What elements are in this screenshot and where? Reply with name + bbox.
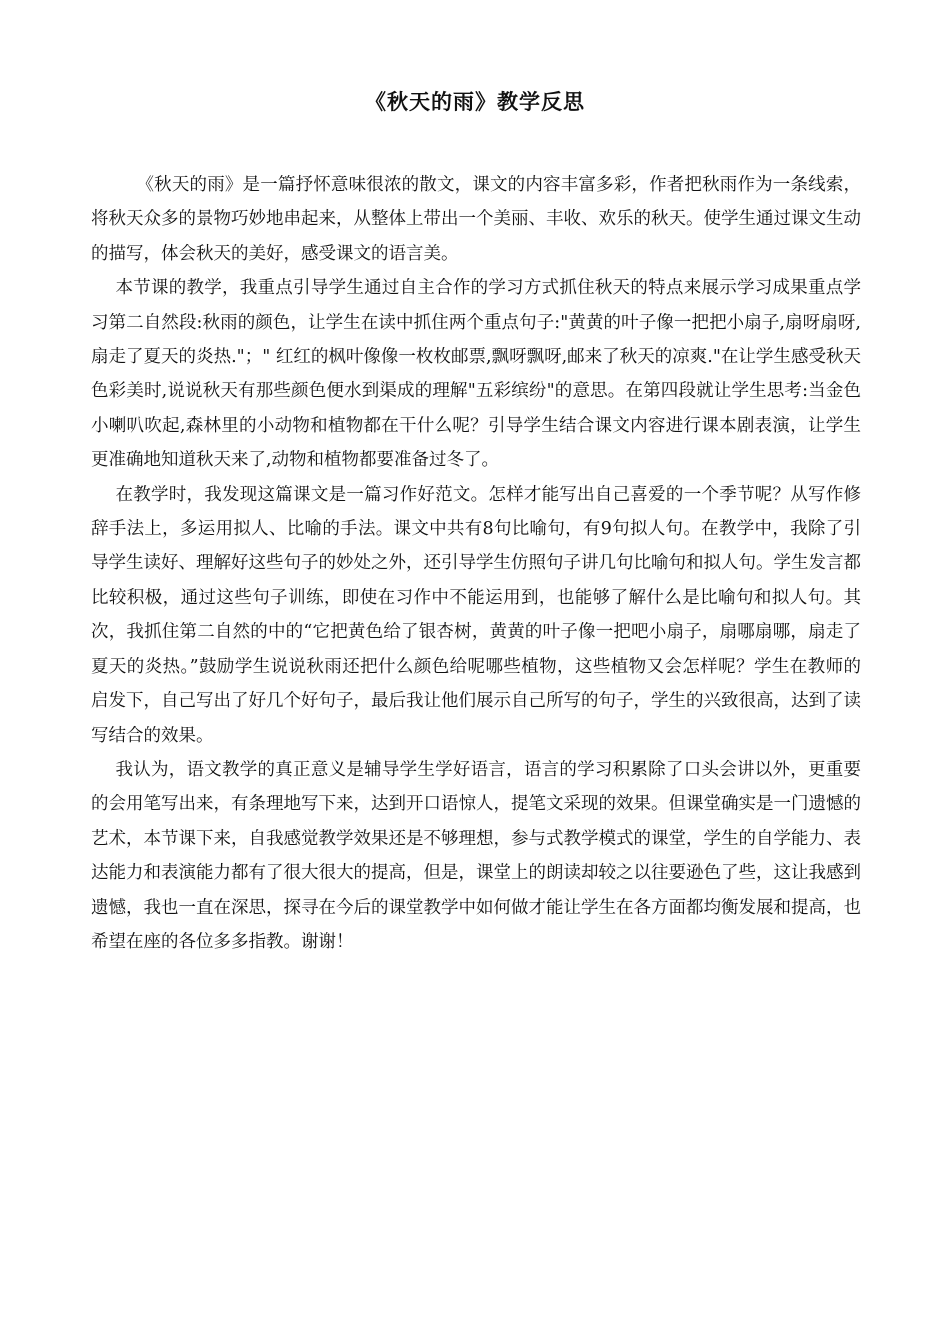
paragraph-writing-practice: 在教学时，我发现这篇课文是一篇习作好范文。怎样才能写出自己喜爱的一个季节呢？从写作修辞手法上，多运用拟人、比喻的手法。课文中共有8句比喻句，有9句拟人句。在教学中，我除了引导学生读好、理解好这些句子的妙处之外，还引导学生仿照句子讲几句比喻句和拟人句。学生发言都比较积极，通过这些句子训练，即使在习作中不能运用到，也能够了解什么是比喻句和拟人句。其次，我抓住第二自然的中的“它把黄色给了银杏树，黄黄的叶子像一把吧小扇子，扇哪扇哪，扇走了夏天的炎热。”鼓励学生说说秋雨还把什么颜色给呢哪些植物，这些植物又会怎样呢？学生在教师的启发下，自己写出了好几个好句子，最后我让他们展示自己所写的句子，学生的兴致很高，达到了读写结合的效果。: [91, 484, 861, 746]
document-body: [91, 168, 861, 959]
paragraph-reflection: 我认为，语文教学的真正意义是辅导学生学好语言，语言的学习积累除了口头会讲以外，更重要的会用笔写出来，有条理地写下来，达到开口语惊人，提笔文采现的效果。但课堂确实是一门遗憾的艺术，本节课下来，自我感觉教学效果还是不够理想，参与式教学模式的课堂，学生的自学能力、表达能力和表演能力都有了很大很大的提高，但是，课堂上的朗读却较之以往要逊色了些，这让我感到遗憾，我也一直在深思，探寻在今后的课堂教学中如何做才能让学生在各方面都均衡发展和提高，也希望在座的各位多多指教。谢谢！: [91, 759, 861, 952]
document-title: 《秋天的雨》教学反思: [365, 89, 585, 114]
paragraph-intro: 《秋天的雨》是一篇抒怀意味很浓的散文，课文的内容丰富多彩，作者把秋雨作为一条线索，将秋天众多的景物巧妙地串起来，从整体上带出一个美丽、丰收、欢乐的秋天。使学生通过课文生动的描写，体会秋天的美好，感受课文的语言美。: [91, 175, 861, 264]
paragraph-lesson-focus: 本节课的教学，我重点引导学生通过自主合作的学习方式抓住秋天的特点来展示学习成果重点学习第二自然段:秋雨的颜色，让学生在读中抓住两个重点句子:"黄黄的叶子像一把把小扇子,扇呀扇呀,扇走了夏天的炎热."；" 红红的枫叶像像一枚枚邮票,飘呀飘呀,邮来了秋天的凉爽."在让学生感受秋天色彩美时,说说秋天有那些颜色便水到渠成的理解"五彩缤纷"的意思。在第四段就让学生思考:当金色小喇叭吹起,森林里的小动物和植物都在干什么呢？引导学生结合课文内容进行课本剧表演，让学生更准确地知道秋天来了,动物和植物都要准备过冬了。: [91, 278, 861, 471]
